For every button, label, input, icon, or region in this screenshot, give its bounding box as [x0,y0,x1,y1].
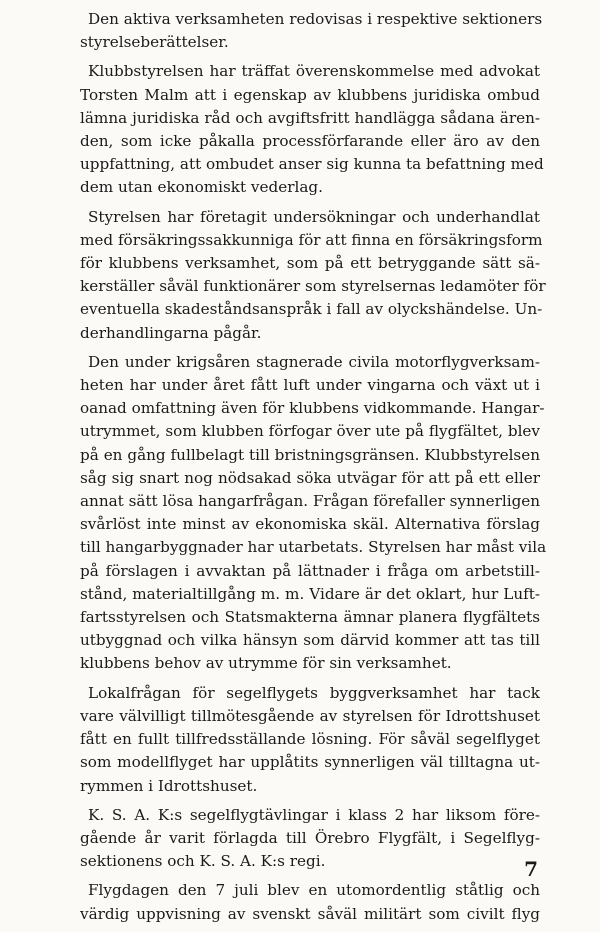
text-line: oanad omfattning även för klubbens vidkommande. Hangar- [80,399,545,418]
text-line: K. S. A. K:s segelflygtävlingar i klass 2 har liksom före- [88,805,540,824]
paragraph-3 [80,206,546,345]
text-line: rymmen i Idrottshuset. [80,776,258,795]
text-line: kerställer såväl funktionärer som styrelsernas ledamöter för [80,277,546,296]
text-line: Torsten Malm att i egenskap av klubbens juridiska ombud [80,85,540,104]
paragraph-1 [80,8,543,54]
paragraph-7 [80,879,540,925]
text-line: stånd, materialtillgång m. m. Vidare är det oklart, hur Luft- [80,584,540,603]
text-line: den, som icke påkalla processförfarande eller äro av den [80,132,540,151]
text-line: utbyggnad och vilka hänsyn som därvid kommer att tas till [80,631,540,650]
text-line: som modellflyget har upplåtits synnerligen väl tilltagna ut- [80,753,540,772]
text-line: svårlöst inte minst av ekonomiska skäl. Alternativa förslag [80,515,540,534]
text-line: styrelseberättelser. [80,33,229,52]
text-line: Den under krigsåren stagnerade civila motorflygverksam- [88,352,540,371]
paragraph-2 [80,60,544,199]
text-line: Styrelsen har företagit undersökningar och underhandlat [88,207,540,226]
text-line: på en gång fullbelagt till bristningsgränsen. Klubbstyrelsen [80,445,540,464]
text-line: fartsstyrelsen och Statsmakterna ämnar planera flygfältets [80,608,540,627]
text-line: derhandlingarna pågår. [80,323,262,342]
paragraph-6 [80,804,540,874]
text-line: Lokalfrågan för segelflygets byggverksamhet har tack [88,683,540,702]
document-page [80,8,547,932]
text-line: utrymmet, som klubben förfogar över ute på flygfältet, blev [80,422,540,441]
text-line: fått en fullt tillfredsställande lösning. För såväl segelflyget [80,730,540,749]
text-line: heten har under året fått luft under vingarna och växt ut i [80,376,540,395]
text-line: Flygdagen den 7 juli blev en utomordentlig ståtlig och [88,881,540,900]
text-line: annat sätt lösa hangarfrågan. Frågan förefaller synnerligen [80,492,541,511]
text-line: dem utan ekonomiskt vederlag. [80,178,323,197]
text-line: värdig uppvisning av svenskt såväl militärt som civilt flyg [80,904,540,923]
text-line: till hangarbyggnader har utarbetats. Styrelsen har måst vila [80,538,547,557]
text-line: vare välvilligt tillmötesgående av styrelsen för Idrottshuset [80,706,540,725]
text-line: med försäkringssakkunniga för att finna en försäkringsform [80,230,543,249]
text-line: gående år varit förlagda till Örebro Flygfält, i Segelflyg- [80,828,540,847]
text-line: eventuella skadeståndsanspråk i fall av olyckshändelse. Un- [80,300,543,319]
text-line: uppfattning, att ombudet anser sig kunna ta befattning med [80,155,544,174]
text-line: Klubbstyrelsen har träffat överenskommelse med advokat [88,62,540,81]
page-number: 7 [524,857,538,881]
text-line: lämna juridiska råd och avgiftsfritt handlägga sådana ären- [80,108,540,127]
text-line: på förslagen i avvaktan på lättnader i fråga om arbetstill- [80,561,540,580]
text-line: klubbens behov av utrymme för sin verksamhet. [80,654,452,673]
text-line: Den aktiva verksamheten redovisas i respektive sektioners [88,10,543,28]
paragraph-5 [80,682,540,798]
text-line: såg sig snart nog nödsakad söka utvägar för att på ett eller [80,468,540,487]
text-line: sektionens och K. S. A. K:s regi. [80,852,326,871]
paragraph-4 [80,351,547,676]
text-line: för klubbens verksamhet, som på ett betryggande sätt sä- [80,254,540,273]
